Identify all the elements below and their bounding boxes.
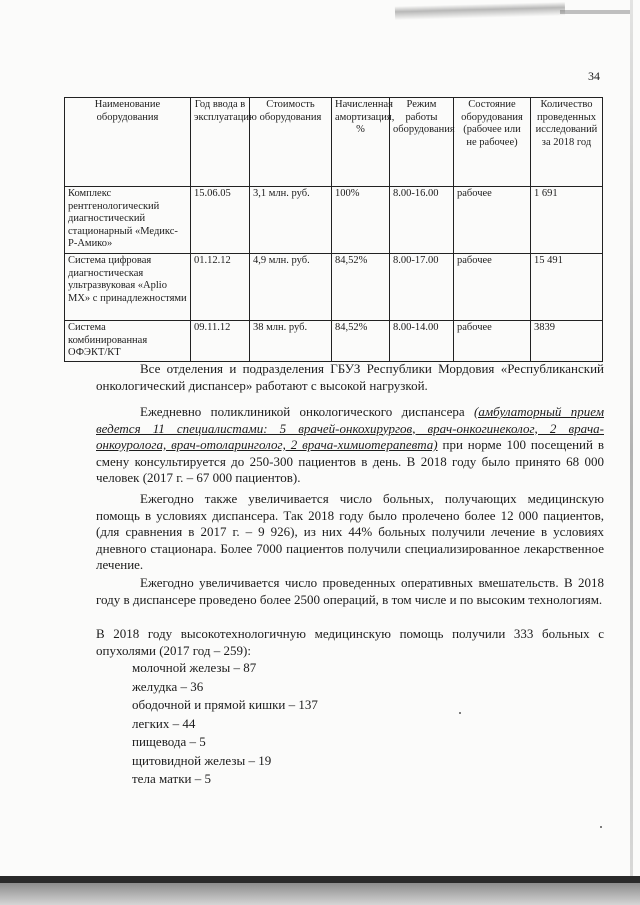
paragraph-workload: Все отделения и подразделения ГБУЗ Республики Мордовия «Республиканский онкологический диспансер» работают с высокой нагрузкой. — [96, 361, 604, 393]
list-item: молочной железы – 87 — [132, 660, 257, 675]
table-header-cell: Количество проведенных исследований за 2018 год — [531, 98, 603, 187]
scan-artifact-bottom — [0, 876, 640, 883]
scan-artifact-right-edge — [630, 0, 633, 905]
list-item: щитовидной железы – 19 — [132, 752, 272, 768]
table-cell: рабочее — [454, 187, 531, 254]
table-header-cell: Начисленная амортизация, % — [332, 98, 390, 187]
page-number: 34 — [588, 69, 600, 83]
table-header-row — [65, 98, 603, 187]
table-header-cell: Состояние оборудования (рабочее или не рабочее) — [454, 98, 531, 187]
table-header-cell: Стоимость оборудования — [250, 98, 332, 187]
table-header-cell: Режим работы оборудования — [390, 98, 454, 187]
table-row — [65, 254, 603, 321]
table-cell: рабочее — [454, 254, 531, 321]
table-header-cell: Наименование оборудования — [65, 98, 191, 187]
table-cell: 84,52% — [332, 321, 390, 362]
list-item: легких – 44 — [132, 715, 196, 731]
list-item: желудка – 36 — [132, 678, 204, 694]
table-cell: 8.00-14.00 — [390, 321, 454, 362]
table-cell: 3839 — [531, 321, 603, 362]
table-cell: 3,1 млн. руб. — [250, 187, 332, 254]
list-item: тела матки – 5 — [132, 771, 211, 786]
table-cell: 8.00-17.00 — [390, 254, 454, 321]
list-item: ободочной и прямой кишки – 137 — [132, 697, 318, 712]
table-cell: 09.11.12 — [191, 321, 250, 362]
paragraph-operations: Ежегодно увеличивается число проведенных оперативных вмешательств. В 2018 году в диспансере проведено более 2500 операций, в том числе и по высоким технологиям. — [96, 575, 604, 607]
scan-artifact-top — [395, 2, 565, 20]
table-header-cell: Год ввода в эксплуатацию — [191, 98, 250, 187]
table-cell: 15 491 — [531, 254, 603, 321]
table-cell: 01.12.12 — [191, 254, 250, 321]
table-cell: Система комбинированная ОФЭКТ/КТ — [65, 321, 191, 362]
table-cell: 38 млн. руб. — [250, 321, 332, 362]
table-cell: Комплекс рентгенологический диагностический стационарный «Медикс-Р-Амико» — [65, 187, 191, 254]
table-row — [65, 187, 603, 254]
table-cell: Система цифровая диагностическая ультразвуковая «Aplio MX» с принадлежностями — [65, 254, 191, 321]
paragraph-text: при норме 100 посещений в смену консультируется до 250-300 пациентов в день. В 2018 году было принято 68 000 человек (2017 г. – 67 000 пациентов). — [96, 437, 604, 485]
scan-speck — [459, 712, 461, 714]
table-cell: 1 691 — [531, 187, 603, 254]
table-cell: 15.06.05 — [191, 187, 250, 254]
scan-speck — [600, 826, 602, 828]
table-cell: рабочее — [454, 321, 531, 362]
table-cell: 100% — [332, 187, 390, 254]
equipment-table — [64, 97, 603, 362]
table-cell: 84,52% — [332, 254, 390, 321]
paragraph-text: Ежедневно поликлиникой онкологического диспансера — [140, 404, 465, 419]
table-cell: 8.00-16.00 — [390, 187, 454, 254]
scan-artifact-bottom — [0, 883, 640, 905]
scan-artifact-top — [560, 10, 630, 14]
tumor-list — [132, 659, 318, 789]
paragraph-high-tech: В 2018 году высокотехнологичную медицинскую помощь получили 333 больных с опухолями (2017 год – 259): — [96, 626, 604, 658]
table-cell: 4,9 млн. руб. — [250, 254, 332, 321]
underlined-specialists: (амбулаторный прием ведется 11 специалистами: 5 врачей-онкохирургов, врач-онкогинеколог, 2 врача-онкоуролога, врач-отоларинголог, 2 врача-химиотерапевта) — [96, 404, 604, 452]
list-item: пищевода – 5 — [132, 734, 206, 749]
table-row — [65, 321, 603, 362]
paragraph-polyclinic — [96, 404, 604, 487]
paragraph-patients: Ежегодно также увеличивается число больных, получающих медицинскую помощь в условиях диспансера. Так 2018 году было пролечено более 12 000 пациентов, (для сравнения в 2017 г. – 9 926), из них 44% больных получили лечение в условиях дневного стационара. Более 7000 пациентов получили специализированное лекарственное лечение. — [96, 491, 604, 572]
